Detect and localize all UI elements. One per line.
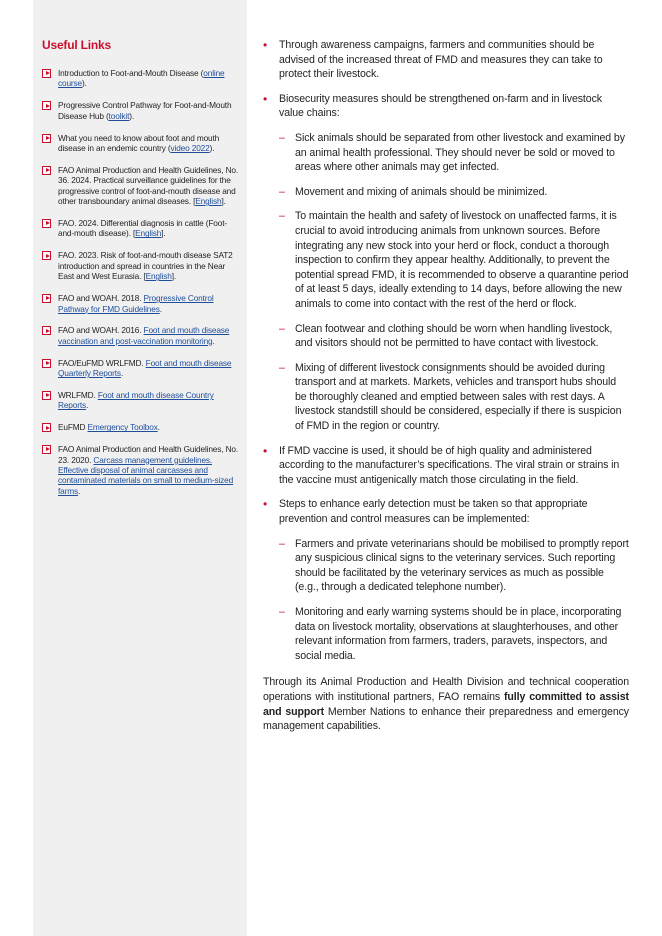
sub-list xyxy=(279,537,629,664)
link-item: Progressive Control Pathway for Foot-and-Mouth Disease Hub (toolkit). xyxy=(42,100,242,121)
link-item: What you need to know about foot and mouth disease in an endemic country (video 2022). xyxy=(42,133,242,154)
bullet-icon: • xyxy=(263,443,268,458)
link[interactable]: Carcass management guidelines. Effective disposal of animal carcasses and contaminated materials on small to medium-sized farms xyxy=(58,454,234,496)
main-content xyxy=(263,38,629,734)
bullet-text: Steps to enhance early detection must be taken so that appropriate prevention and control measures can be implemented: xyxy=(279,498,588,526)
sub-item: – To maintain the health and safety of livestock on unaffected farms, it is crucial to avoid introducing animals from unknown sources. Before integrating any new stock into your herd or flock, conduct a thorough inspection to confirm they appear healthy. Additionally, to prevent the potential spread FMD, it is recommended to observe a quarantine period of at least 5 days, ideally extending to 14 days, before allowing the new animals to come into contact with the rest of the herd or flock. xyxy=(279,210,629,310)
bullet-text: Biosecurity measures should be strengthened on-farm and in livestock value chains: xyxy=(279,92,602,120)
link-item: FAO and WOAH. 2018. Progressive Control Pathway for FMD Guidelines. xyxy=(42,293,242,314)
emphasis: fully committed to assist and support xyxy=(263,690,629,718)
link-item: WRLFMD. Foot and mouth disease Country Reports. xyxy=(42,390,242,411)
useful-links-list xyxy=(42,68,242,508)
bullet-item xyxy=(263,38,629,82)
bullet-item xyxy=(263,92,629,434)
bullet-item xyxy=(263,444,629,488)
link-item: FAO/EuFMD WRLFMD. Foot and mouth disease Quarterly Reports. xyxy=(42,358,242,379)
sub-list xyxy=(279,131,629,434)
link[interactable]: video 2022 xyxy=(170,143,210,154)
dash-icon: – xyxy=(279,131,285,144)
useful-links-title: Useful Links xyxy=(42,38,111,52)
dash-icon: – xyxy=(279,606,285,618)
link[interactable]: Emergency Toolbox xyxy=(87,422,158,433)
play-arrow-icon xyxy=(42,219,51,228)
dash-icon: – xyxy=(279,185,285,198)
play-arrow-icon xyxy=(42,134,51,143)
sub-item: – Farmers and private veterinarians should be mobilised to promptly report any suspicious clinical signs to the veterinary services. Such reporting should be facilitated by the veterinary services as much as possible (e.g., through a dedicated telephone number). xyxy=(279,537,629,594)
play-arrow-icon xyxy=(42,251,51,260)
link-item: Introduction to Foot-and-Mouth Disease (online course). xyxy=(42,68,242,89)
closing-paragraph: Through its Animal Production and Health Division and technical cooperation operations with institutional partners, FAO remains fully committed to assist and support Member Nations to enhance their preparedness and emergency management capabilities. xyxy=(263,676,630,733)
link[interactable]: Foot and mouth disease Quarterly Reports xyxy=(58,357,232,379)
sub-item: – Clean footwear and clothing should be worn when handling livestock, and visitors should not be permitted to have contact with livestock. xyxy=(279,322,613,350)
dash-icon: – xyxy=(279,210,285,223)
play-arrow-icon xyxy=(42,101,51,110)
link-item: FAO and WOAH. 2016. Foot and mouth disease vaccination and post-vaccination monitoring. xyxy=(42,325,242,346)
link[interactable]: English xyxy=(145,271,172,282)
link-item: FAO. 2023. Risk of foot-and-mouth disease SAT2 introduction and spread in countries in the Near East and West Eurasia. [English]. xyxy=(42,250,242,281)
play-arrow-icon xyxy=(42,166,51,175)
dash-icon: – xyxy=(279,322,285,335)
play-arrow-icon xyxy=(42,69,51,78)
sub-item: – Sick animals should be separated from other livestock and examined by an animal health professional. They should never be sold or moved to areas where other animals may get infected. xyxy=(279,131,625,174)
play-arrow-icon xyxy=(42,423,51,432)
bullet-icon: • xyxy=(263,497,268,512)
bullet-item xyxy=(263,497,629,663)
link-item: FAO. 2024. Differential diagnosis in cattle (Foot-and-mouth disease). [English]. xyxy=(42,218,242,239)
link[interactable]: toolkit xyxy=(108,110,130,121)
link[interactable]: online course xyxy=(58,68,225,89)
link[interactable]: Foot and mouth disease Country Reports xyxy=(58,390,214,411)
link-item: EuFMD Emergency Toolbox. xyxy=(42,422,242,432)
play-arrow-icon xyxy=(42,326,51,335)
useful-links-sidebar xyxy=(33,0,247,936)
play-arrow-icon xyxy=(42,359,51,368)
bullet-text: Through awareness campaigns, farmers and communities should be advised of the increased threat of FMD and measures they can take to protect their livestock. xyxy=(279,39,603,81)
link-item: FAO Animal Production and Health Guidelines, No. 36. 2024. Practical surveillance guidelines for the progressive control of foot-and-mouth disease and other transboundary animal diseases. [English]. xyxy=(42,165,242,207)
link[interactable]: Progressive Control Pathway for FMD Guidelines xyxy=(58,293,214,314)
play-arrow-icon xyxy=(42,294,51,303)
sub-item: – Monitoring and early warning systems should be in place, incorporating data on livestock mortality, observations at slaughterhouses, and other relevant information from farmers, traders, paravets, inspectors, and social media. xyxy=(279,606,622,662)
link[interactable]: English xyxy=(135,228,162,239)
dash-icon: – xyxy=(279,361,285,374)
play-arrow-icon xyxy=(42,445,51,454)
link-item: FAO Animal Production and Health Guidelines, No. 23. 2020. Carcass management guidelines. Effective disposal of animal carcasses and contaminated materials on small to medium-sized farms. xyxy=(42,444,242,496)
bullet-text: If FMD vaccine is used, it should be of high quality and administered according to the manufacturer’s specifications. The viral strain or strains in the vaccine must antigenically match those circulating in the field. xyxy=(279,444,620,486)
link[interactable]: English xyxy=(195,196,222,207)
bullet-icon: • xyxy=(263,38,268,52)
sub-item: – Mixing of different livestock consignments should be avoided during transport and at markets. Markets, vehicles and transport hubs should be thoroughly cleaned and emptied between sales with rest days. A livestock standstill should be considered, especially if there is suspicion of FMD in the region or country. xyxy=(279,361,622,433)
play-arrow-icon xyxy=(42,391,51,400)
sub-item: – Movement and mixing of animals should be minimized. xyxy=(279,185,548,198)
link[interactable]: Foot and mouth disease vaccination and post-vaccination monitoring xyxy=(58,325,230,346)
dash-icon: – xyxy=(279,537,285,550)
bullet-icon: • xyxy=(263,91,268,106)
